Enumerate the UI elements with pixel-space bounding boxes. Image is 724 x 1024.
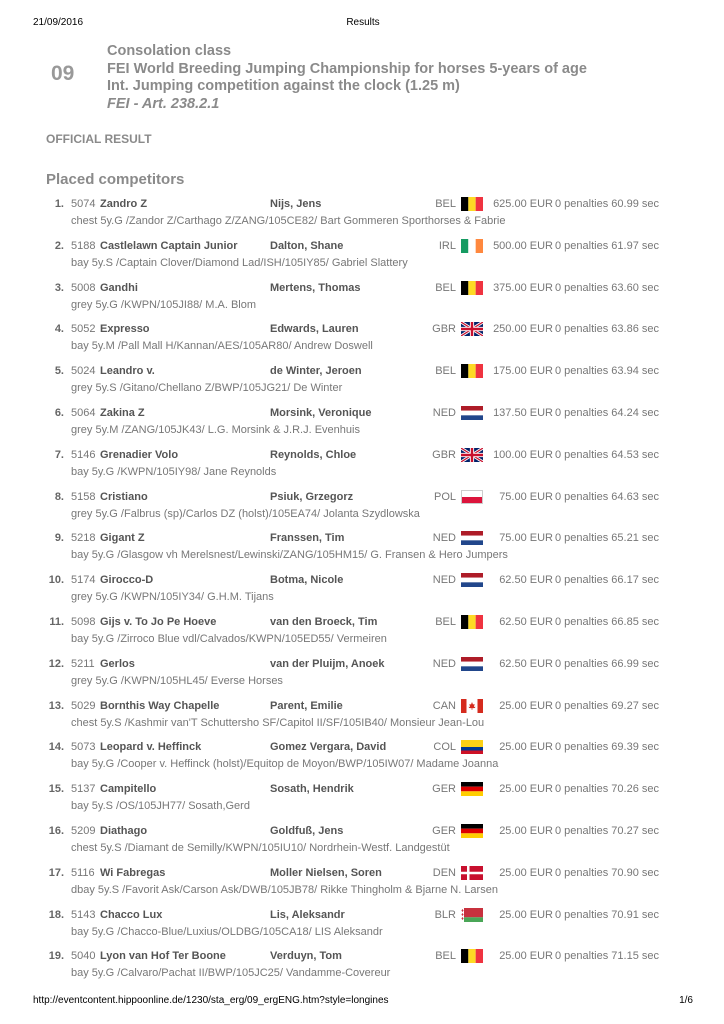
bel-flag-icon	[461, 364, 483, 378]
horse-name: Girocco-D	[100, 574, 154, 587]
prize-money: 500.00 EUR	[493, 239, 553, 252]
horse-name: Gerlos	[100, 657, 135, 670]
result-main-line	[0, 280, 724, 296]
nation-code: BEL	[435, 281, 456, 294]
competitor-number: 5209	[71, 824, 96, 837]
competitor-number: 5024	[71, 365, 96, 378]
penalties-and-time	[555, 614, 659, 630]
penalties: 0 penalties	[555, 866, 609, 879]
prize-money: 62.50 EUR	[499, 615, 553, 628]
placed-competitors-heading: Placed competitors	[46, 171, 185, 188]
prize-money: 137.50 EUR	[493, 406, 553, 419]
horse-details: bay 5y.S /OS/105JH77/ Sosath,Gerd	[71, 800, 250, 813]
nation-code: NED	[432, 574, 456, 587]
horse-name: Castlelawn Captain Junior	[100, 239, 238, 252]
time: 71.15 sec	[611, 950, 659, 963]
bel-flag-icon	[461, 949, 483, 963]
penalties: 0 penalties	[555, 365, 609, 378]
result-main-line	[0, 698, 724, 714]
time: 70.26 sec	[611, 783, 659, 796]
competition-number: 09	[51, 62, 75, 85]
penalties: 0 penalties	[555, 741, 609, 754]
result-entry	[0, 737, 724, 779]
ned-flag-icon	[461, 573, 483, 587]
rider-name: Reynolds, Chloe	[270, 448, 357, 461]
nation-code: IRL	[438, 239, 456, 252]
penalties: 0 penalties	[555, 699, 609, 712]
rider-name: van den Broeck, Tim	[270, 615, 378, 628]
horse-name: Cristiano	[100, 490, 148, 503]
penalties: 0 penalties	[555, 198, 609, 210]
pol-flag-icon	[461, 490, 483, 504]
rank: 18.	[48, 908, 64, 921]
competitor-number: 5116	[71, 866, 95, 879]
penalties-and-time	[555, 405, 659, 421]
prize-money: 25.00 EUR	[499, 741, 553, 754]
nation-code: BEL	[435, 950, 456, 963]
penalties: 0 penalties	[555, 281, 609, 294]
official-result-label: OFFICIAL RESULT	[46, 132, 152, 146]
ger-flag-icon	[461, 824, 483, 838]
penalties-and-time	[555, 363, 659, 379]
penalties-and-time	[555, 321, 659, 337]
championship-title: FEI World Breeding Jumping Championship for horses 5-years of age	[107, 60, 587, 77]
competitor-number: 5040	[71, 950, 96, 963]
result-main-line	[0, 363, 724, 379]
nation-code: COL	[433, 741, 456, 754]
rider-name: Morsink, Veronique	[270, 406, 372, 419]
horse-name: Diathago	[100, 824, 148, 837]
nation-code: GER	[432, 783, 456, 796]
fei-article: FEI - Art. 238.2.1	[107, 95, 220, 112]
time: 63.86 sec	[611, 323, 659, 336]
penalties-and-time	[555, 739, 659, 755]
rider-name: van der Pluijm, Anoek	[270, 657, 385, 670]
penalties: 0 penalties	[555, 532, 609, 545]
penalties-and-time	[555, 572, 659, 588]
result-entry	[0, 319, 724, 361]
competitor-number: 5029	[71, 699, 96, 712]
result-main-line	[0, 614, 724, 630]
ned-flag-icon	[461, 531, 483, 545]
rider-name: Verduyn, Tom	[270, 950, 342, 963]
rank: 15.	[48, 783, 64, 796]
rider-name: Franssen, Tim	[270, 532, 345, 545]
penalties: 0 penalties	[555, 239, 609, 252]
result-entry	[0, 821, 724, 863]
horse-name: Grenadier Volo	[100, 448, 179, 461]
horse-name: Wi Fabregas	[100, 866, 166, 879]
ger-flag-icon	[461, 782, 483, 796]
class-name: Consolation class	[107, 43, 232, 59]
col-flag-icon	[461, 740, 483, 754]
rank: 6.	[54, 406, 64, 419]
penalties: 0 penalties	[555, 448, 609, 461]
penalties-and-time	[555, 530, 659, 546]
penalties-and-time	[555, 907, 659, 923]
result-entry	[0, 654, 724, 696]
rider-name: Mertens, Thomas	[270, 281, 361, 294]
nation-code: GBR	[432, 448, 456, 461]
prize-money: 25.00 EUR	[499, 699, 553, 712]
penalties: 0 penalties	[555, 657, 609, 670]
result-main-line	[0, 781, 724, 797]
horse-details: bay 5y.G /Chacco-Blue/Luxius/OLDBG/105CA18/ LIS Aleksandr	[71, 925, 383, 938]
competitor-number: 5188	[71, 239, 96, 252]
nation-code: GBR	[432, 323, 456, 336]
result-main-line	[0, 447, 724, 463]
nation-code: BLR	[434, 908, 456, 921]
horse-name: Zandro Z	[100, 198, 148, 210]
result-entry	[0, 445, 724, 487]
rider-name: Psiuk, Grzegorz	[270, 490, 354, 503]
time: 64.63 sec	[611, 490, 659, 503]
ned-flag-icon	[461, 657, 483, 671]
competitor-number: 5098	[71, 615, 96, 628]
horse-name: Gijs v. To Jo Pe Hoeve	[100, 615, 217, 628]
result-main-line	[0, 739, 724, 755]
rider-name: Dalton, Shane	[270, 239, 344, 252]
result-entry	[0, 863, 724, 905]
prize-money: 100.00 EUR	[493, 448, 553, 461]
rank: 17.	[48, 866, 64, 879]
horse-name: Gigant Z	[100, 532, 145, 545]
penalties-and-time	[555, 238, 659, 254]
gbr-flag-icon	[461, 448, 483, 462]
rank: 8.	[54, 490, 64, 503]
result-entry	[0, 236, 724, 278]
time: 66.99 sec	[611, 657, 659, 670]
penalties-and-time	[555, 489, 659, 505]
nation-code: BEL	[435, 198, 456, 210]
result-entry	[0, 403, 724, 445]
result-entry	[0, 612, 724, 654]
bel-flag-icon	[461, 197, 483, 211]
result-entry	[0, 946, 724, 988]
result-entry	[0, 278, 724, 320]
horse-name: Gandhi	[100, 281, 138, 294]
competitor-number: 5052	[71, 323, 96, 336]
prize-money: 625.00 EUR	[493, 198, 553, 210]
rider-name: Nijs, Jens	[270, 198, 322, 210]
horse-details: bay 5y.S /Captain Clover/Diamond Lad/ISH/105IY85/ Gabriel Slattery	[71, 256, 408, 269]
den-flag-icon	[461, 866, 483, 880]
horse-name: Leopard v. Heffinck	[100, 741, 202, 754]
rank: 14.	[48, 741, 64, 754]
time: 64.24 sec	[611, 406, 659, 419]
horse-details: grey 5y.G /Falbrus (sp)/Carlos DZ (holst)/105EA74/ Jolanta Szydlowska	[71, 507, 420, 520]
rank: 16.	[48, 824, 64, 837]
prize-money: 25.00 EUR	[499, 824, 553, 837]
penalties-and-time	[555, 196, 659, 212]
competitor-number: 5174	[71, 574, 96, 587]
competitor-number: 5158	[71, 490, 96, 503]
time: 69.27 sec	[611, 699, 659, 712]
rider-name: Lis, Aleksandr	[270, 908, 345, 921]
horse-details: bay 5y.G /Calvaro/Pachat II/BWP/105JC25/ Vandamme-Covereur	[71, 967, 391, 980]
horse-details: grey 5y.G /KWPN/105HL45/ Everse Horses	[71, 674, 283, 687]
result-main-line	[0, 948, 724, 964]
result-entry	[0, 696, 724, 738]
nation-code: CAN	[432, 699, 456, 712]
result-entry	[0, 905, 724, 947]
time: 60.99 sec	[611, 198, 659, 210]
time: 70.90 sec	[611, 866, 659, 879]
nation-code: GER	[432, 824, 456, 837]
horse-details: bay 5y.G /Glasgow vh Merelsnest/Lewinski/ZANG/105HM15/ G. Fransen & Hero Jumpers	[71, 549, 508, 562]
competitor-number: 5137	[71, 783, 96, 796]
prize-money: 75.00 EUR	[499, 532, 553, 545]
prize-money: 62.50 EUR	[499, 574, 553, 587]
competition-titles	[107, 43, 587, 113]
nation-code: NED	[432, 532, 456, 545]
penalties: 0 penalties	[555, 406, 609, 419]
result-main-line	[0, 489, 724, 505]
penalties-and-time	[555, 948, 659, 964]
result-main-line	[0, 865, 724, 881]
result-main-line	[0, 907, 724, 923]
result-main-line	[0, 656, 724, 672]
time: 66.17 sec	[611, 574, 659, 587]
horse-details: bay 5y.G /Cooper v. Heffinck (holst)/Equitop de Moyon/BWP/105IW07/ Madame Joanna	[71, 758, 499, 771]
horse-details: chest 5y.S /Kashmir van'T Schuttersho SF/Capitol II/SF/105IB40/ Monsieur Jean-Lou	[71, 716, 485, 729]
rank: 7.	[54, 448, 64, 461]
rank: 1.	[54, 198, 64, 210]
horse-name: Chacco Lux	[100, 908, 163, 921]
prize-money: 62.50 EUR	[499, 657, 553, 670]
nation-code: DEN	[432, 866, 456, 879]
horse-details: bay 5y.M /Pall Mall H/Kannan/AES/105AR80/ Andrew Doswell	[71, 340, 373, 353]
horse-details: grey 5y.S /Gitano/Chellano Z/BWP/105JG21/ De Winter	[71, 382, 343, 395]
gbr-flag-icon	[461, 322, 483, 336]
competitor-number: 5064	[71, 406, 96, 419]
result-main-line	[0, 530, 724, 546]
rank: 4.	[54, 323, 64, 336]
penalties: 0 penalties	[555, 490, 609, 503]
result-main-line	[0, 572, 724, 588]
penalties: 0 penalties	[555, 908, 609, 921]
penalties-and-time	[555, 656, 659, 672]
penalties-and-time	[555, 280, 659, 296]
competitor-number: 5146	[71, 448, 96, 461]
prize-money: 75.00 EUR	[499, 490, 553, 503]
blr-flag-icon	[461, 908, 483, 922]
time: 63.60 sec	[611, 281, 659, 294]
rider-name: Parent, Emilie	[270, 699, 343, 712]
rider-name: Moller Nielsen, Soren	[270, 866, 382, 879]
horse-details: grey 5y.G /KWPN/105JI88/ M.A. Blom	[71, 298, 257, 311]
result-entry	[0, 528, 724, 570]
time: 70.91 sec	[611, 908, 659, 921]
result-main-line	[0, 321, 724, 337]
results-list	[0, 194, 724, 988]
result-main-line	[0, 823, 724, 839]
penalties: 0 penalties	[555, 574, 609, 587]
time: 61.97 sec	[611, 239, 659, 252]
print-title: Results	[346, 17, 380, 28]
penalties-and-time	[555, 447, 659, 463]
time: 64.53 sec	[611, 448, 659, 461]
prize-money: 25.00 EUR	[499, 908, 553, 921]
result-main-line	[0, 196, 724, 212]
competitor-number: 5143	[71, 908, 96, 921]
nation-code: POL	[433, 490, 456, 503]
rider-name: Gomez Vergara, David	[270, 741, 387, 754]
competitor-number: 5074	[71, 198, 96, 210]
horse-details: grey 5y.M /ZANG/105JK43/ L.G. Morsink & J.R.J. Evenhuis	[71, 423, 360, 436]
prize-money: 375.00 EUR	[493, 281, 553, 294]
page-url: http://eventcontent.hippoonline.de/1230/sta_erg/09_ergENG.htm?style=longines	[33, 995, 389, 1006]
penalties: 0 penalties	[555, 783, 609, 796]
rank: 11.	[49, 615, 64, 628]
result-entry	[0, 194, 724, 236]
rank: 3.	[54, 281, 64, 294]
rank: 13.	[48, 699, 64, 712]
prize-money: 25.00 EUR	[499, 866, 553, 879]
horse-details: dbay 5y.S /Favorit Ask/Carson Ask/DWB/105JB78/ Rikke Thingholm & Bjarne N. Larsen	[71, 883, 498, 896]
horse-name: Leandro v.	[100, 365, 155, 378]
horse-details: bay 5y.G /Zirroco Blue vdl/Calvados/KWPN/105ED55/ Vermeiren	[71, 632, 387, 645]
horse-name: Expresso	[100, 323, 150, 336]
horse-details: chest 5y.G /Zandor Z/Carthago Z/ZANG/105CE82/ Bart Gommeren Sporthorses & Fabrie	[71, 215, 506, 227]
rider-name: Goldfuß, Jens	[270, 824, 344, 837]
can-flag-icon	[461, 699, 483, 713]
rank: 10.	[48, 574, 64, 587]
rank: 9.	[54, 532, 64, 545]
bel-flag-icon	[461, 615, 483, 629]
irl-flag-icon	[461, 239, 483, 253]
rider-name: Botma, Nicole	[270, 574, 344, 587]
result-entry	[0, 487, 724, 529]
time: 63.94 sec	[611, 365, 659, 378]
time: 66.85 sec	[611, 615, 659, 628]
penalties-and-time	[555, 781, 659, 797]
prize-money: 25.00 EUR	[499, 783, 553, 796]
nation-code: NED	[432, 657, 456, 670]
horse-details: chest 5y.S /Diamant de Semilly/KWPN/105IU10/ Nordrhein-Westf. Landgestüt	[71, 841, 450, 854]
rank: 12.	[48, 657, 64, 670]
competitor-number: 5073	[71, 741, 96, 754]
penalties: 0 penalties	[555, 824, 609, 837]
nation-code: NED	[432, 406, 456, 419]
nation-code: BEL	[435, 365, 456, 378]
competitor-number: 5211	[71, 657, 95, 670]
print-date: 21/09/2016	[33, 17, 84, 28]
penalties-and-time	[555, 823, 659, 839]
result-main-line	[0, 405, 724, 421]
ned-flag-icon	[461, 406, 483, 420]
time: 69.39 sec	[611, 741, 659, 754]
page-number: 1/6	[679, 995, 693, 1006]
penalties: 0 penalties	[555, 323, 609, 336]
competition-type: Int. Jumping competition against the clock (1.25 m)	[107, 78, 460, 94]
penalties: 0 penalties	[555, 615, 609, 628]
bel-flag-icon	[461, 281, 483, 295]
rider-name: de Winter, Jeroen	[270, 365, 362, 378]
prize-money: 175.00 EUR	[493, 365, 553, 378]
rank: 2.	[54, 239, 64, 252]
result-entry	[0, 570, 724, 612]
horse-name: Campitello	[100, 783, 157, 796]
penalties: 0 penalties	[555, 950, 609, 963]
result-entry	[0, 361, 724, 403]
result-entry	[0, 779, 724, 821]
penalties-and-time	[555, 865, 659, 881]
result-main-line	[0, 238, 724, 254]
horse-details: grey 5y.G /KWPN/105IY34/ G.H.M. Tijans	[71, 591, 274, 604]
rank: 19.	[48, 950, 64, 963]
prize-money: 250.00 EUR	[493, 323, 553, 336]
time: 65.21 sec	[611, 532, 659, 545]
prize-money: 25.00 EUR	[499, 950, 553, 963]
time: 70.27 sec	[611, 824, 659, 837]
rank: 5.	[54, 365, 64, 378]
competitor-number: 5008	[71, 281, 96, 294]
horse-details: bay 5y.G /KWPN/105IY98/ Jane Reynolds	[71, 465, 277, 478]
competitor-number: 5218	[71, 532, 96, 545]
horse-name: Zakina Z	[100, 406, 145, 419]
rider-name: Edwards, Lauren	[270, 323, 359, 336]
horse-name: Lyon van Hof Ter Boone	[100, 950, 226, 963]
rider-name: Sosath, Hendrik	[270, 783, 354, 796]
nation-code: BEL	[435, 615, 456, 628]
horse-name: Bornthis Way Chapelle	[100, 699, 220, 712]
penalties-and-time	[555, 698, 659, 714]
